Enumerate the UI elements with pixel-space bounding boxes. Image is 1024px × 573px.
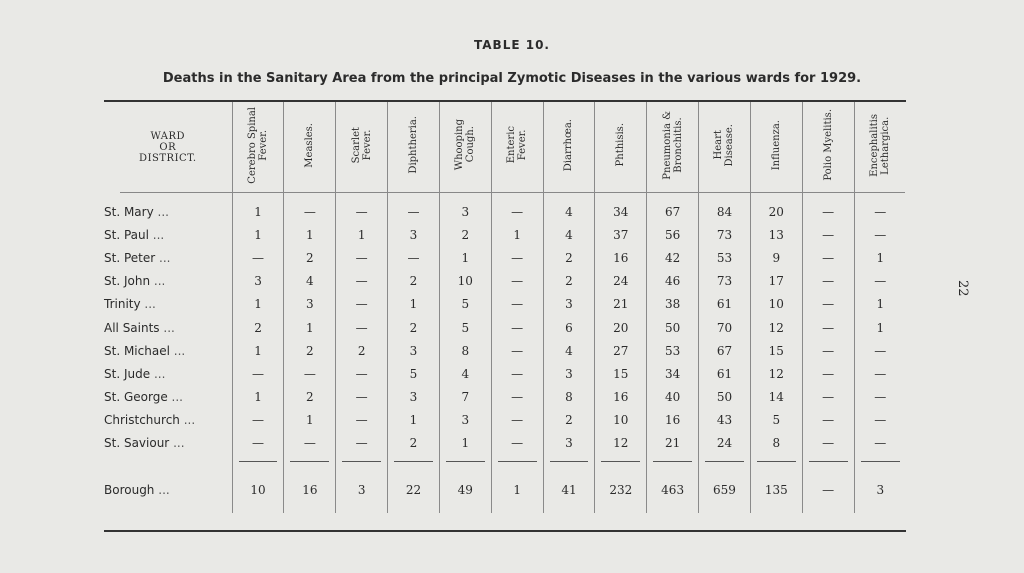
value-cell: — bbox=[491, 246, 543, 269]
ward-cell bbox=[104, 223, 232, 246]
value-cell: — bbox=[802, 246, 854, 269]
value-cell: 2 bbox=[388, 432, 440, 455]
value-cell: 3 bbox=[284, 293, 336, 316]
value-cell: 16 bbox=[595, 386, 647, 409]
ward-cell bbox=[104, 386, 232, 409]
column-header-label: Diarrhœa. bbox=[563, 118, 575, 172]
sum-rule bbox=[601, 461, 640, 462]
ward-cell bbox=[104, 316, 232, 339]
value-cell: — bbox=[854, 270, 906, 293]
value-cell: 53 bbox=[647, 339, 699, 362]
ward-name: St. John bbox=[104, 274, 151, 289]
value-cell: 1 bbox=[439, 246, 491, 269]
table-row bbox=[104, 386, 906, 409]
sum-rule bbox=[394, 461, 433, 462]
value-cell: — bbox=[802, 362, 854, 385]
value-cell: 3 bbox=[232, 270, 284, 293]
value-cell: — bbox=[491, 386, 543, 409]
value-cell: 1 bbox=[232, 386, 284, 409]
ward-cell bbox=[104, 409, 232, 432]
sum-rule bbox=[809, 461, 848, 462]
value-cell: 70 bbox=[699, 316, 751, 339]
column-header bbox=[388, 102, 440, 192]
sum-rule-cell bbox=[854, 455, 906, 467]
value-cell: 73 bbox=[699, 270, 751, 293]
ward-name: St. Peter bbox=[104, 250, 156, 265]
value-cell: — bbox=[336, 432, 388, 455]
value-cell: 2 bbox=[284, 339, 336, 362]
sum-rule-cell bbox=[491, 455, 543, 467]
column-header-label: Diphtheria. bbox=[407, 116, 419, 174]
value-cell: — bbox=[232, 409, 284, 432]
value-cell: 1 bbox=[232, 200, 284, 223]
ward-name: St. Paul bbox=[104, 227, 149, 242]
value-cell: 20 bbox=[595, 316, 647, 339]
value-cell: — bbox=[284, 200, 336, 223]
value-cell: 46 bbox=[647, 270, 699, 293]
column-header bbox=[854, 102, 906, 192]
value-cell: — bbox=[336, 270, 388, 293]
column-header bbox=[595, 102, 647, 192]
value-cell: 2 bbox=[388, 270, 440, 293]
ward-name: St. Mary bbox=[104, 204, 154, 219]
value-cell: 43 bbox=[699, 409, 751, 432]
value-cell: 1 bbox=[232, 223, 284, 246]
value-cell: 3 bbox=[439, 200, 491, 223]
value-cell: — bbox=[802, 223, 854, 246]
value-cell: — bbox=[491, 293, 543, 316]
value-cell: 20 bbox=[750, 200, 802, 223]
value-cell: 4 bbox=[543, 200, 595, 223]
value-cell: 14 bbox=[750, 386, 802, 409]
value-cell: 7 bbox=[439, 386, 491, 409]
spacer-cell bbox=[802, 192, 854, 200]
leader-dots: ... bbox=[183, 413, 196, 428]
value-cell: 37 bbox=[595, 223, 647, 246]
column-header bbox=[439, 102, 491, 192]
value-cell: 61 bbox=[699, 362, 751, 385]
column-header bbox=[802, 102, 854, 192]
value-cell: 1 bbox=[491, 223, 543, 246]
spacer-cell bbox=[336, 192, 388, 200]
value-cell: 3 bbox=[543, 432, 595, 455]
value-cell: 15 bbox=[750, 339, 802, 362]
value-cell: 3 bbox=[388, 339, 440, 362]
value-cell: 67 bbox=[647, 200, 699, 223]
value-cell: 1 bbox=[854, 316, 906, 339]
value-cell: 2 bbox=[284, 246, 336, 269]
value-cell: — bbox=[284, 362, 336, 385]
ward-cell bbox=[104, 432, 232, 455]
value-cell: — bbox=[854, 432, 906, 455]
ward-cell bbox=[104, 270, 232, 293]
value-cell: 659 bbox=[699, 467, 751, 513]
value-cell: 53 bbox=[699, 246, 751, 269]
column-header-label: Enteric Fever. bbox=[506, 126, 529, 164]
spacer-cell bbox=[750, 192, 802, 200]
ward-name: St. Jude bbox=[104, 366, 151, 381]
value-cell: — bbox=[802, 409, 854, 432]
value-cell: 4 bbox=[543, 339, 595, 362]
table-row bbox=[104, 339, 906, 362]
ward-header-label: WARD OR DISTRICT. bbox=[139, 130, 197, 164]
column-header bbox=[232, 102, 284, 192]
value-cell: — bbox=[232, 246, 284, 269]
value-cell: 50 bbox=[699, 386, 751, 409]
ward-name: Borough bbox=[104, 483, 155, 498]
value-cell: — bbox=[491, 362, 543, 385]
value-cell: — bbox=[284, 432, 336, 455]
value-cell: — bbox=[854, 223, 906, 246]
leader-dots: ... bbox=[173, 343, 186, 358]
leader-dots: ... bbox=[144, 297, 156, 312]
spacer-cell bbox=[104, 192, 232, 200]
value-cell: — bbox=[802, 316, 854, 339]
leader-dots: ... bbox=[152, 227, 165, 242]
table-row bbox=[104, 432, 906, 455]
leader-dots: ... bbox=[158, 483, 170, 498]
value-cell: 16 bbox=[595, 246, 647, 269]
leader-dots: ... bbox=[173, 436, 185, 451]
sum-rule-cell bbox=[439, 455, 491, 467]
value-cell: — bbox=[336, 293, 388, 316]
value-cell: 5 bbox=[388, 362, 440, 385]
value-cell: 2 bbox=[336, 339, 388, 362]
spacer-cell bbox=[491, 192, 543, 200]
sum-rule bbox=[342, 461, 381, 462]
value-cell: — bbox=[491, 409, 543, 432]
value-cell: 8 bbox=[543, 386, 595, 409]
spacer-row bbox=[104, 192, 906, 200]
value-cell: — bbox=[802, 432, 854, 455]
leader-dots: ... bbox=[171, 390, 183, 405]
value-cell: 10 bbox=[750, 293, 802, 316]
column-header-label: Scarlet Fever. bbox=[350, 126, 373, 164]
ward-cell bbox=[104, 362, 232, 385]
table-body bbox=[104, 192, 906, 513]
table-row bbox=[104, 223, 906, 246]
value-cell: 1 bbox=[232, 339, 284, 362]
ward-name: Trinity bbox=[104, 297, 141, 312]
value-cell: 1 bbox=[388, 409, 440, 432]
value-cell: 34 bbox=[647, 362, 699, 385]
value-cell: 1 bbox=[284, 223, 336, 246]
spacer-cell bbox=[647, 192, 699, 200]
value-cell: 2 bbox=[439, 223, 491, 246]
value-cell: 2 bbox=[284, 386, 336, 409]
column-header-label: Heart Disease. bbox=[713, 123, 736, 167]
value-cell: 67 bbox=[699, 339, 751, 362]
leader-dots: ... bbox=[153, 274, 166, 289]
value-cell: 12 bbox=[750, 362, 802, 385]
ward-cell bbox=[104, 293, 232, 316]
value-cell: 2 bbox=[543, 409, 595, 432]
value-cell: 463 bbox=[647, 467, 699, 513]
column-header-label: Whooping Cough. bbox=[454, 119, 477, 171]
column-header bbox=[336, 102, 388, 192]
sum-rule-cell bbox=[543, 455, 595, 467]
value-cell: 4 bbox=[284, 270, 336, 293]
value-cell: — bbox=[491, 316, 543, 339]
value-cell: 84 bbox=[699, 200, 751, 223]
table-title: TABLE 10. bbox=[474, 38, 550, 52]
sum-rule-cell bbox=[232, 455, 284, 467]
value-cell: 61 bbox=[699, 293, 751, 316]
table-row bbox=[104, 246, 906, 269]
value-cell: 2 bbox=[232, 316, 284, 339]
sum-rule-cell bbox=[750, 455, 802, 467]
column-header bbox=[284, 102, 336, 192]
value-cell: — bbox=[854, 200, 906, 223]
sum-rule-cell bbox=[388, 455, 440, 467]
value-cell: 3 bbox=[439, 409, 491, 432]
sum-rule bbox=[653, 461, 692, 462]
spacer-cell bbox=[543, 192, 595, 200]
ward-name: Christchurch bbox=[104, 413, 180, 428]
value-cell: 15 bbox=[595, 362, 647, 385]
value-cell: 13 bbox=[750, 223, 802, 246]
value-cell: 12 bbox=[595, 432, 647, 455]
leader-dots: ... bbox=[159, 250, 171, 265]
ward-cell bbox=[104, 200, 232, 223]
value-cell: 2 bbox=[388, 316, 440, 339]
page-number: 22 bbox=[955, 280, 970, 297]
value-cell: — bbox=[854, 339, 906, 362]
value-cell: 16 bbox=[284, 467, 336, 513]
value-cell: 42 bbox=[647, 246, 699, 269]
value-cell: 34 bbox=[595, 200, 647, 223]
bottom-rule bbox=[104, 530, 906, 532]
table-row bbox=[104, 316, 906, 339]
value-cell: — bbox=[802, 386, 854, 409]
ward-name: St. George bbox=[104, 390, 168, 405]
value-cell: 3 bbox=[388, 386, 440, 409]
column-header bbox=[543, 102, 595, 192]
spacer-cell bbox=[388, 192, 440, 200]
ward-cell bbox=[104, 246, 232, 269]
leader-dots: ... bbox=[157, 204, 169, 219]
value-cell: 56 bbox=[647, 223, 699, 246]
value-cell: 50 bbox=[647, 316, 699, 339]
value-cell: 21 bbox=[647, 432, 699, 455]
value-cell: 1 bbox=[232, 293, 284, 316]
value-cell: 40 bbox=[647, 386, 699, 409]
column-header-label: Influenza. bbox=[770, 119, 782, 171]
column-header-label: Polio Myelitis. bbox=[822, 109, 834, 181]
value-cell: 1 bbox=[854, 293, 906, 316]
value-cell: 1 bbox=[854, 246, 906, 269]
value-cell: — bbox=[336, 246, 388, 269]
value-cell: 27 bbox=[595, 339, 647, 362]
column-header bbox=[699, 102, 751, 192]
value-cell: 10 bbox=[439, 270, 491, 293]
value-cell: — bbox=[854, 386, 906, 409]
column-header bbox=[491, 102, 543, 192]
sum-rule bbox=[550, 461, 589, 462]
table-row bbox=[104, 293, 906, 316]
ward-name: All Saints bbox=[104, 320, 160, 335]
value-cell: — bbox=[802, 467, 854, 513]
value-cell: 3 bbox=[336, 467, 388, 513]
value-cell: 1 bbox=[336, 223, 388, 246]
spacer-cell bbox=[439, 192, 491, 200]
value-cell: 10 bbox=[595, 409, 647, 432]
value-cell: 17 bbox=[750, 270, 802, 293]
value-cell: 10 bbox=[232, 467, 284, 513]
table-row bbox=[104, 409, 906, 432]
value-cell: — bbox=[802, 270, 854, 293]
value-cell: 3 bbox=[543, 362, 595, 385]
value-cell: — bbox=[388, 246, 440, 269]
ward-name: St. Michael bbox=[104, 343, 170, 358]
sum-rule bbox=[290, 461, 329, 462]
sum-rule-cell bbox=[802, 455, 854, 467]
sum-rule bbox=[705, 461, 744, 462]
table-row bbox=[104, 200, 906, 223]
value-cell: — bbox=[232, 432, 284, 455]
value-cell: 3 bbox=[854, 467, 906, 513]
value-cell: — bbox=[336, 200, 388, 223]
value-cell: — bbox=[232, 362, 284, 385]
value-cell: — bbox=[802, 293, 854, 316]
leader-dots: ... bbox=[163, 320, 175, 335]
leader-dots: ... bbox=[153, 366, 166, 381]
value-cell: 4 bbox=[439, 362, 491, 385]
value-cell: — bbox=[491, 432, 543, 455]
ward-column-header bbox=[104, 102, 232, 192]
column-header-label: Cerebro Spinal Fever. bbox=[247, 106, 269, 184]
column-header-label: Pneumonia & Bronchitis. bbox=[661, 110, 684, 180]
sum-rule bbox=[498, 461, 537, 462]
sum-rule-cell bbox=[336, 455, 388, 467]
value-cell: 1 bbox=[491, 467, 543, 513]
column-header-label: Measles. bbox=[304, 122, 316, 168]
header-row bbox=[104, 102, 906, 192]
value-cell: 21 bbox=[595, 293, 647, 316]
value-cell: — bbox=[336, 362, 388, 385]
value-cell: 8 bbox=[750, 432, 802, 455]
spacer-cell bbox=[854, 192, 906, 200]
spacer-cell bbox=[284, 192, 336, 200]
sum-rule-cell bbox=[699, 455, 751, 467]
sum-rule-cell bbox=[647, 455, 699, 467]
mortality-table bbox=[104, 102, 906, 513]
value-cell: 8 bbox=[439, 339, 491, 362]
value-cell: 16 bbox=[647, 409, 699, 432]
value-cell: — bbox=[491, 270, 543, 293]
value-cell: — bbox=[491, 339, 543, 362]
value-cell: 3 bbox=[388, 223, 440, 246]
value-cell: 1 bbox=[284, 409, 336, 432]
value-cell: 2 bbox=[543, 246, 595, 269]
value-cell: 3 bbox=[543, 293, 595, 316]
value-cell: 6 bbox=[543, 316, 595, 339]
value-cell: — bbox=[802, 339, 854, 362]
value-cell: 49 bbox=[439, 467, 491, 513]
value-cell: 9 bbox=[750, 246, 802, 269]
value-cell: 24 bbox=[595, 270, 647, 293]
sum-rule-cell bbox=[595, 455, 647, 467]
column-header bbox=[750, 102, 802, 192]
value-cell: 135 bbox=[750, 467, 802, 513]
table-row bbox=[104, 270, 906, 293]
value-cell: 5 bbox=[439, 293, 491, 316]
sum-rule bbox=[757, 461, 796, 462]
value-cell: — bbox=[388, 200, 440, 223]
table-subtitle: Deaths in the Sanitary Area from the principal Zymotic Diseases in the various wards for 1929. bbox=[162, 71, 862, 86]
value-cell: 1 bbox=[388, 293, 440, 316]
ward-name: St. Saviour bbox=[104, 436, 170, 451]
spacer-cell bbox=[232, 192, 284, 200]
value-cell: 1 bbox=[439, 432, 491, 455]
table-row bbox=[104, 362, 906, 385]
sum-rule bbox=[861, 461, 900, 462]
sum-rule-row bbox=[104, 455, 906, 467]
column-header-label: Encephalitis Lethargica. bbox=[869, 113, 892, 177]
value-cell: — bbox=[491, 200, 543, 223]
value-cell: 73 bbox=[699, 223, 751, 246]
column-header-label: Phthisis. bbox=[615, 123, 627, 167]
sum-rule bbox=[239, 461, 278, 462]
value-cell: 5 bbox=[750, 409, 802, 432]
ward-cell bbox=[104, 467, 232, 513]
spacer-cell bbox=[104, 455, 232, 467]
value-cell: 1 bbox=[284, 316, 336, 339]
value-cell: 12 bbox=[750, 316, 802, 339]
value-cell: — bbox=[854, 409, 906, 432]
sum-rule bbox=[446, 461, 485, 462]
value-cell: 2 bbox=[543, 270, 595, 293]
value-cell: 22 bbox=[388, 467, 440, 513]
sum-rule-cell bbox=[284, 455, 336, 467]
value-cell: — bbox=[336, 316, 388, 339]
column-header bbox=[647, 102, 699, 192]
value-cell: — bbox=[802, 200, 854, 223]
value-cell: 5 bbox=[439, 316, 491, 339]
value-cell: 24 bbox=[699, 432, 751, 455]
value-cell: 41 bbox=[543, 467, 595, 513]
value-cell: 232 bbox=[595, 467, 647, 513]
value-cell: — bbox=[336, 409, 388, 432]
total-row bbox=[104, 467, 906, 513]
ward-cell bbox=[104, 339, 232, 362]
spacer-cell bbox=[595, 192, 647, 200]
value-cell: 4 bbox=[543, 223, 595, 246]
spacer-cell bbox=[699, 192, 751, 200]
value-cell: 38 bbox=[647, 293, 699, 316]
value-cell: — bbox=[336, 386, 388, 409]
value-cell: — bbox=[854, 362, 906, 385]
